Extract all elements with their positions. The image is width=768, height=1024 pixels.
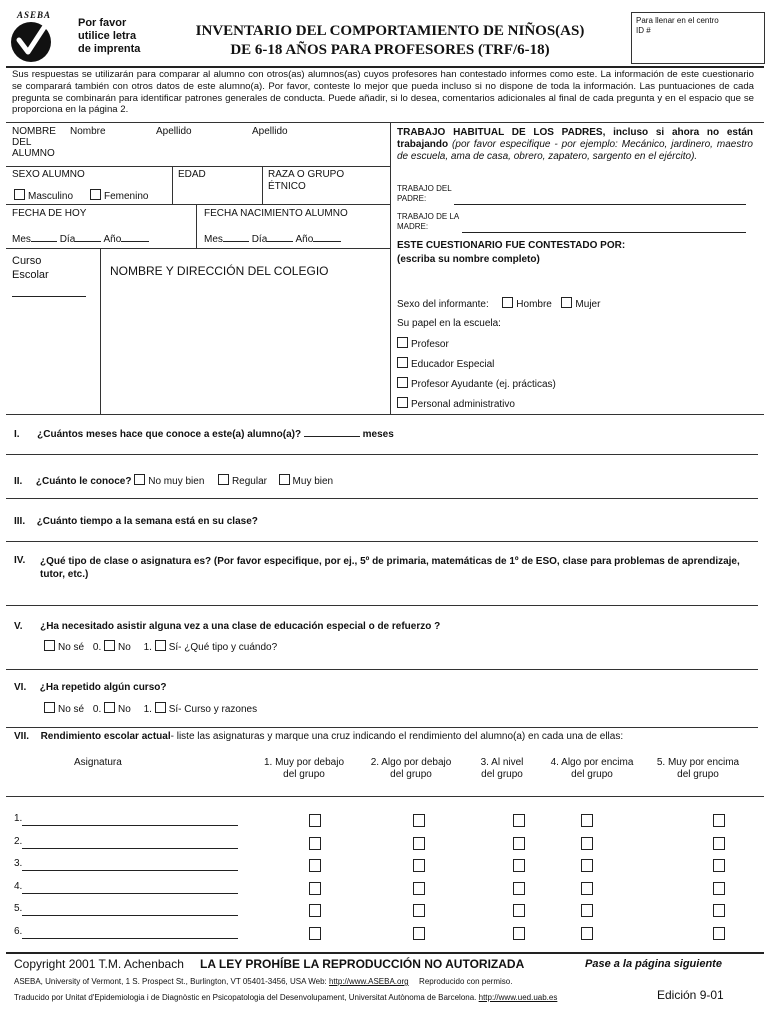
role-ayudante[interactable] xyxy=(397,377,556,390)
rating-checkbox[interactable] xyxy=(309,927,321,940)
q5-nose-checkbox[interactable] xyxy=(44,640,55,651)
copyright: Copyright 2001 T.M. Achenbach xyxy=(14,957,184,971)
rating-checkbox[interactable] xyxy=(581,927,593,940)
rating-checkbox[interactable] xyxy=(413,859,425,872)
curso-escolar-field[interactable] xyxy=(12,284,86,297)
rating-col-sub: del grupo xyxy=(677,769,719,780)
q5-text: ¿Ha necesitado asistir alguna vez a una clase de educación especial o de refuerzo ? xyxy=(40,621,441,632)
rating-checkbox[interactable] xyxy=(413,882,425,895)
role-educador[interactable] xyxy=(397,357,494,370)
question-7 xyxy=(14,731,623,742)
q3-num: III. xyxy=(14,516,26,527)
q6-nose-label: No sé xyxy=(58,704,85,715)
law-notice: LA LEY PROHÍBE LA REPRODUCCIÓN NO AUTORIZADA xyxy=(200,957,525,971)
curso-escolar-label: Curso Escolar xyxy=(12,255,49,281)
rating-col-1-header xyxy=(243,757,365,781)
q2-option-checkbox[interactable] xyxy=(279,474,290,485)
q2-num: II. xyxy=(14,476,23,487)
print-note-line3: de imprenta xyxy=(78,43,141,55)
sexo-informante-label: Sexo del informante: xyxy=(397,299,489,310)
question-3 xyxy=(14,516,258,527)
edad-field[interactable] xyxy=(176,182,256,202)
question-2 xyxy=(14,474,333,487)
mujer-label: Mujer xyxy=(575,299,601,310)
trabajo-block xyxy=(397,127,753,163)
subject-row-number: 3. xyxy=(14,858,23,869)
q4-num: IV. xyxy=(14,555,26,566)
mujer-checkbox[interactable] xyxy=(561,297,572,308)
mes-label: Mes xyxy=(204,234,223,245)
rating-checkbox[interactable] xyxy=(713,837,725,850)
nombre-alumno-label: NOMBRE DEL ALUMNO xyxy=(12,126,56,159)
q5-no-label: No xyxy=(118,642,131,653)
id-label: ID # xyxy=(636,26,651,35)
role-checkbox[interactable] xyxy=(397,337,408,348)
center-id-box[interactable] xyxy=(631,12,765,64)
masculino-checkbox[interactable] xyxy=(14,189,25,200)
q6-text: ¿Ha repetido algún curso? xyxy=(39,682,167,693)
anio-label: Año xyxy=(103,234,122,245)
edad-label: EDAD xyxy=(178,169,206,180)
rating-checkbox[interactable] xyxy=(513,859,525,872)
rating-col-label: 3. Al nivel xyxy=(480,757,524,768)
q7-num: VII. xyxy=(14,731,30,742)
q6-si-label: Sí- Curso y razones xyxy=(168,704,258,715)
subject-row-number: 6. xyxy=(14,926,23,937)
q7-text: - liste las asignaturas y marque una cruz indicando el rendimiento del alumno(a) en cada una de ellas: xyxy=(170,731,624,742)
print-note-line2: utilice letra xyxy=(78,30,137,42)
q2-option-label: Regular xyxy=(231,476,267,487)
contestado-note: (escriba su nombre completo) xyxy=(397,254,540,265)
print-note xyxy=(78,17,140,56)
role-label: Educador Especial xyxy=(411,359,495,370)
address-text: ASEBA, University of Vermont, 1 S. Prospect St., Burlington, VT 05401-3456, USA Web: xyxy=(14,977,327,986)
q3-text: ¿Cuánto tiempo a la semana está en su clase? xyxy=(36,516,258,527)
trabajo-madre-label: TRABAJO DE LA MADRE: xyxy=(397,212,459,231)
q2-text: ¿Cuánto le conoce? xyxy=(35,476,132,487)
rating-checkbox[interactable] xyxy=(513,882,525,895)
masculino-label: Masculino xyxy=(28,191,74,202)
subject-row-number: 2. xyxy=(14,836,23,847)
trabajo-madre-field[interactable] xyxy=(462,222,746,233)
address-line xyxy=(14,977,512,986)
q5-si-checkbox[interactable] xyxy=(155,640,166,651)
rating-col-label: 1. Muy por debajo xyxy=(263,757,345,768)
q4-text: ¿Qué tipo de clase o asignatura es? (Por favor especifique, por ej., 5º de primaria, matemáticas de 1º de ESO, clase para problemas de aprendizaje, tutor, etc.) xyxy=(40,556,740,580)
rating-col-label: 4. Algo por encima xyxy=(550,757,634,768)
q5-si-label: Sí- ¿Qué tipo y cuándo? xyxy=(168,642,278,653)
subject-input[interactable] xyxy=(22,915,238,916)
edition-label: Edición 9-01 xyxy=(657,988,724,1002)
role-administrativo[interactable] xyxy=(397,397,515,410)
rating-checkbox[interactable] xyxy=(581,837,593,850)
subject-input[interactable] xyxy=(22,825,238,826)
rating-col-3-header xyxy=(466,757,538,781)
ued-link[interactable]: http://www.ued.uab.es xyxy=(478,993,558,1002)
subject-input[interactable] xyxy=(22,938,238,939)
femenino-label: Femenino xyxy=(104,191,149,202)
rating-checkbox[interactable] xyxy=(581,814,593,827)
mes-label: Mes xyxy=(12,234,31,245)
rating-col-sub: del grupo xyxy=(283,769,325,780)
nombre-col-label: Nombre xyxy=(70,126,106,137)
rating-col-label: 5. Muy por encima xyxy=(656,757,740,768)
hombre-checkbox[interactable] xyxy=(502,297,513,308)
rating-checkbox[interactable] xyxy=(713,927,725,940)
subject-row-number: 4. xyxy=(14,881,23,892)
colegio-label: NOMBRE Y DIRECCIÓN DEL COLEGIO xyxy=(110,264,329,278)
role-label: Profesor xyxy=(411,339,449,350)
rating-checkbox[interactable] xyxy=(413,814,425,827)
center-label: Para llenar en el centro xyxy=(636,16,719,25)
q5-options xyxy=(44,640,277,653)
masculino-option[interactable] xyxy=(14,189,73,202)
rating-checkbox[interactable] xyxy=(309,814,321,827)
rating-checkbox[interactable] xyxy=(309,837,321,850)
role-checkbox[interactable] xyxy=(397,377,408,388)
role-label: Profesor Ayudante (ej. prácticas) xyxy=(411,379,556,390)
rating-checkbox[interactable] xyxy=(713,904,725,917)
contestado-field[interactable] xyxy=(397,268,753,290)
q5-code-1: 1. xyxy=(143,642,152,653)
fecha-hoy-fields[interactable] xyxy=(12,234,149,245)
q2-option-checkbox[interactable] xyxy=(134,474,145,485)
aseba-logo xyxy=(5,10,57,64)
question-5 xyxy=(14,621,440,632)
subject-header: Asignatura xyxy=(74,757,122,768)
trabajo-title: TRABAJO HABITUAL DE LOS PADRES, incluso si ahora no están trabajando xyxy=(397,127,753,150)
subject-row-number: 5. xyxy=(14,903,23,914)
anio-label: Año xyxy=(295,234,314,245)
aseba-link[interactable]: http://www.ASEBA.org xyxy=(328,977,409,986)
rating-col-sub: del grupo xyxy=(390,769,432,780)
role-label: Personal administrativo xyxy=(411,399,515,410)
rating-checkbox[interactable] xyxy=(309,882,321,895)
form-title-line1: INVENTARIO DEL COMPORTAMIENTO DE NIÑOS(AS) xyxy=(195,23,585,39)
rating-checkbox[interactable] xyxy=(513,837,525,850)
q2-option-label: No muy bien xyxy=(148,476,205,487)
q6-code-0: 0. xyxy=(92,704,102,715)
rating-checkbox[interactable] xyxy=(513,927,525,940)
trabajo-padre-label: TRABAJO DEL PADRE: xyxy=(397,184,452,203)
rating-checkbox[interactable] xyxy=(581,859,593,872)
sexo-informante-row xyxy=(397,297,600,310)
q2-option-label: Muy bien xyxy=(292,476,334,487)
translation-text: Traducido por Unitat d'Epidemiologia i de Diagnòstic en Psicopatologia del Desenvolupament, Universitat Autònoma de Barcelona. xyxy=(14,993,477,1002)
q1-unit: meses xyxy=(362,429,394,440)
q1-months-field[interactable] xyxy=(304,436,360,437)
rating-checkbox[interactable] xyxy=(713,814,725,827)
next-page-note: Pase a la página siguiente xyxy=(585,958,722,970)
rating-checkbox[interactable] xyxy=(513,904,525,917)
rating-checkbox[interactable] xyxy=(413,927,425,940)
rating-checkbox[interactable] xyxy=(713,882,725,895)
q1-text: ¿Cuántos meses hace que conoce a este(a) alumno(a)? xyxy=(37,429,302,440)
apellido1-label: Apellido xyxy=(156,126,192,137)
q6-si-checkbox[interactable] xyxy=(155,702,166,713)
rating-checkbox[interactable] xyxy=(581,904,593,917)
nombre-alumno-field[interactable] xyxy=(80,138,380,162)
q5-no-checkbox[interactable] xyxy=(104,640,115,651)
papel-label: Su papel en la escuela: xyxy=(397,318,501,329)
aseba-logo-text: ASEBA xyxy=(17,10,52,20)
dia-label: Día xyxy=(59,234,76,245)
form-title xyxy=(160,22,620,60)
rating-col-5-header xyxy=(648,757,748,781)
q6-code-1: 1. xyxy=(143,704,152,715)
q6-no-label: No xyxy=(118,704,131,715)
permission-text: Reproducido con permiso. xyxy=(419,977,513,986)
hombre-label: Hombre xyxy=(516,299,552,310)
q5-nose-label: No sé xyxy=(58,642,85,653)
rating-col-sub: del grupo xyxy=(481,769,523,780)
femenino-checkbox[interactable] xyxy=(90,189,101,200)
q2-option-checkbox[interactable] xyxy=(218,474,229,485)
subject-input[interactable] xyxy=(22,870,238,871)
rating-checkbox[interactable] xyxy=(309,859,321,872)
role-profesor[interactable] xyxy=(397,337,449,350)
q5-num: V. xyxy=(14,621,23,632)
rating-col-4-header xyxy=(542,757,642,781)
q7-title: Rendimiento escolar actual xyxy=(40,731,171,742)
subject-input[interactable] xyxy=(22,893,238,894)
fecha-nac-label: FECHA NACIMIENTO ALUMNO xyxy=(204,208,348,219)
translation-line xyxy=(14,993,557,1002)
apellido2-label: Apellido xyxy=(252,126,288,137)
q1-num: I. xyxy=(14,429,20,440)
contestado-title: ESTE CUESTIONARIO FUE CONTESTADO POR: xyxy=(397,240,626,251)
rating-col-2-header xyxy=(356,757,466,781)
rating-col-sub: del grupo xyxy=(571,769,613,780)
trabajo-note: (por favor especifique - por ejemplo: Mecánico, jardinero, maestro de escuela, ama de casa, obrero, zapatero, sargento en el ejército). xyxy=(397,139,753,162)
role-checkbox[interactable] xyxy=(397,357,408,368)
rating-checkbox[interactable] xyxy=(413,904,425,917)
rating-checkbox[interactable] xyxy=(513,814,525,827)
intro-text: Sus respuestas se utilizarán para comparar al alumno con otros(as) alumnos(as) cuyos profesores han contestado informes como este. La información de este cuestionario se comparará también con otros datos de este alumno(a). Por favor, conteste lo mejor que pueda incluso si no dispone de toda la información. Las puntuaciones de cada pregunta se combinarán para identificar patrones generales de conducta. Puede añadir, si lo desea, comentarios adicionales al final de cada pregunta y en el espacio que se proporciona en la página 2. xyxy=(12,69,754,116)
q6-options xyxy=(44,702,257,715)
sexo-alumno-label: SEXO ALUMNO xyxy=(12,169,85,180)
role-checkbox[interactable] xyxy=(397,397,408,408)
dia-label: Día xyxy=(251,234,268,245)
q5-code-0: 0. xyxy=(92,642,102,653)
q6-no-checkbox[interactable] xyxy=(104,702,115,713)
print-note-line1: Por favor xyxy=(78,17,127,29)
rating-col-label: 2. Algo por debajo xyxy=(370,757,452,768)
fecha-nac-fields[interactable] xyxy=(204,234,341,245)
subject-row-number: 1. xyxy=(14,813,23,824)
question-6 xyxy=(14,682,166,693)
q6-nose-checkbox[interactable] xyxy=(44,702,55,713)
rating-checkbox[interactable] xyxy=(713,859,725,872)
fecha-hoy-label: FECHA DE HOY xyxy=(12,208,87,219)
femenino-option[interactable] xyxy=(90,189,148,202)
q6-num: VI. xyxy=(14,682,27,693)
question-1 xyxy=(14,429,394,440)
subject-input[interactable] xyxy=(22,848,238,849)
form-title-line2: DE 6-18 AÑOS PARA PROFESORES (TRF/6-18) xyxy=(230,42,550,58)
rating-checkbox[interactable] xyxy=(413,837,425,850)
rating-checkbox[interactable] xyxy=(581,882,593,895)
raza-label: RAZA O GRUPO ÉTNICO xyxy=(268,169,345,192)
rating-checkbox[interactable] xyxy=(309,904,321,917)
trabajo-padre-field[interactable] xyxy=(454,194,746,205)
